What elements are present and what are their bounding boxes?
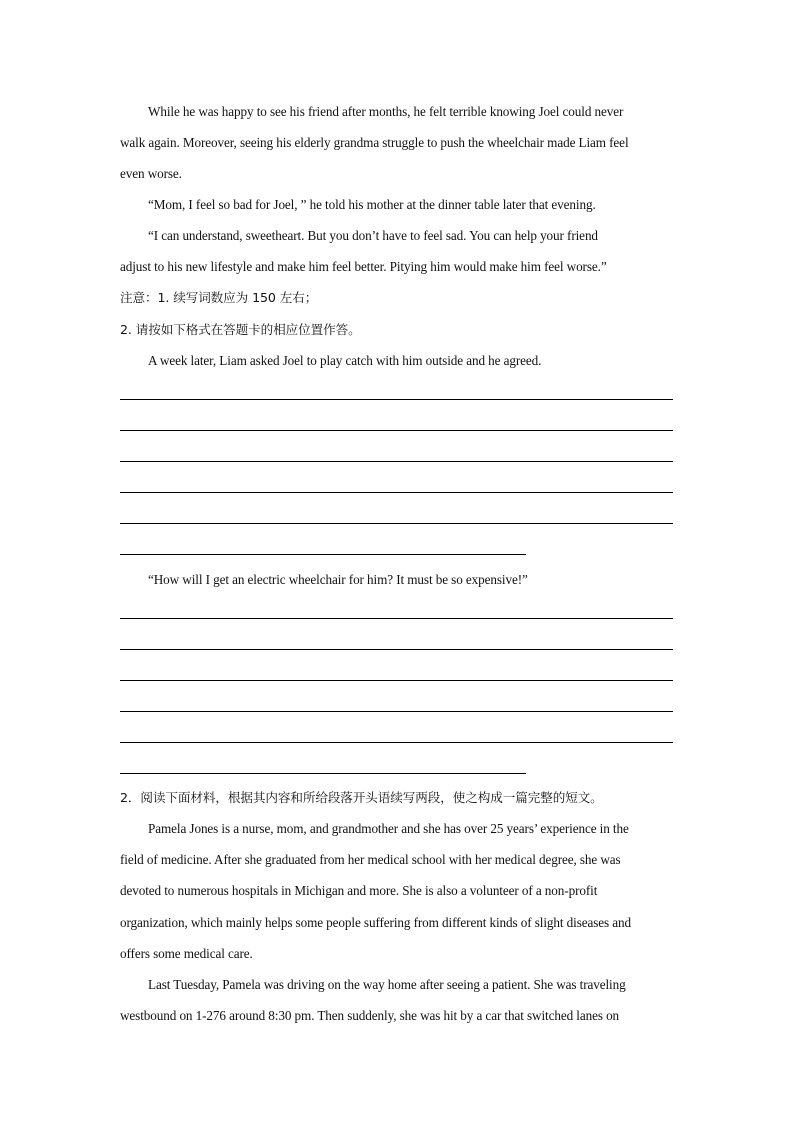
paragraph-prompt-2: “How will I get an electric wheelchair for him? It must be so expensive!” — [148, 572, 528, 587]
writing-line — [120, 711, 673, 712]
q2-para1-line4: organization, which mainly helps some people suffering from different kinds of slight diseases and — [120, 915, 631, 930]
story-para3-line2: adjust to his new lifestyle and make him feel better. Pitying him would make him feel worse.” — [120, 259, 607, 274]
note-format: 2. 请按如下格式在答题卡的相应位置作答。 — [120, 322, 361, 337]
writing-line — [120, 649, 673, 650]
story-para1-line3: even worse. — [120, 166, 182, 181]
note-word-count: 注意：1. 续写词数应为 150 左右； — [120, 290, 318, 305]
writing-line-short — [120, 554, 526, 555]
q2-para2-line2: westbound on 1-276 around 8:30 pm. Then suddenly, she was hit by a car that switched lanes on — [120, 1008, 620, 1023]
writing-line — [120, 523, 673, 524]
writing-line — [120, 399, 673, 400]
story-para3-line1: “I can understand, sweetheart. But you don’t have to feel sad. You can help your friend — [148, 228, 598, 243]
q2-para1-line1: Pamela Jones is a nurse, mom, and grandmother and she has over 25 years’ experience in the — [148, 821, 629, 836]
story-para2: “Mom, I feel so bad for Joel, ” he told his mother at the dinner table later that evening. — [148, 197, 596, 212]
writing-line — [120, 680, 673, 681]
question-2-heading: 2．阅读下面材料，根据其内容和所给段落开头语续写两段，使之构成一篇完整的短文。 — [120, 790, 603, 805]
writing-line — [120, 618, 673, 619]
writing-line — [120, 430, 673, 431]
q2-para1-line3: devoted to numerous hospitals in Michigan and more. She is also a volunteer of a non-profit — [120, 883, 598, 898]
story-para1-line1: While he was happy to see his friend after months, he felt terrible knowing Joel could never — [148, 104, 624, 119]
paragraph-prompt-1: A week later, Liam asked Joel to play catch with him outside and he agreed. — [148, 353, 542, 368]
q2-para1-line5: offers some medical care. — [120, 946, 253, 961]
writing-line — [120, 742, 673, 743]
story-para1-line2: walk again. Moreover, seeing his elderly grandma struggle to push the wheelchair made Liam feel — [120, 135, 629, 150]
writing-line — [120, 492, 673, 493]
writing-line — [120, 461, 673, 462]
q2-para1-line2: field of medicine. After she graduated from her medical school with her medical degree, she was — [120, 852, 621, 867]
q2-para2-line1: Last Tuesday, Pamela was driving on the way home after seeing a patient. She was traveling — [148, 977, 626, 992]
writing-line-short — [120, 773, 526, 774]
